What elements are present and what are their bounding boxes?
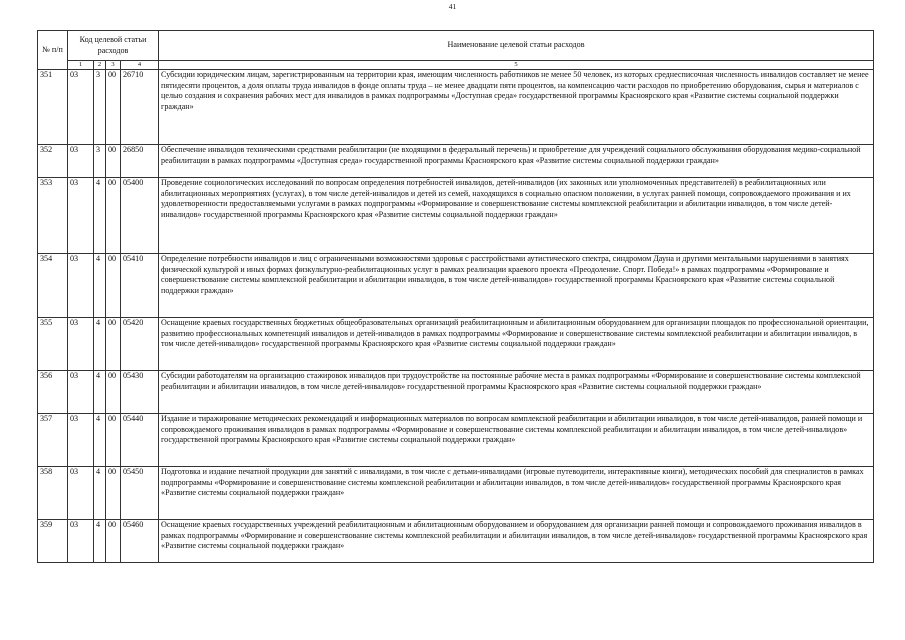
row-description: Определение потребности инвалидов и лиц с ограниченными возможностями здоровья с расстройствами аутистического спектра, синдромом Дауна и другими ментальными нарушениями в занятиях физической культурой и иных формах физкультурно-реабилитационных услуг в рамках реализации краевого проекта «Преодоление. Спорт. Победа!» в рамках подпрограммы «Формирование и совершенствование системы комплексной реабилитации и абилитации инвалидов, в том числе детей-инвалидов» государственной программы Красноярского края «Развитие системы социальной поддержки граждан» bbox=[159, 254, 874, 318]
code-part-3: 00 bbox=[106, 467, 121, 520]
header-code: Код целевой статьи расходов bbox=[68, 31, 159, 61]
row-number: 354 bbox=[38, 254, 68, 318]
row-description: Обеспечение инвалидов техническими средствами реабилитации (не входящими в федеральный перечень) и приобретение для учреждений социального обслуживания оборудования медико-социальной реабилитации в рамках подпрограммы «Доступная среда» государственной программы Красноярского края «Развитие системы социальной поддержки граждан» bbox=[159, 145, 874, 178]
table-row bbox=[38, 254, 874, 318]
row-description: Субсидии юридическим лицам, зарегистрированным на территории края, имеющим численность работников не менее 50 человек, из которых среднесписочная численность инвалидов составляет не менее пятидесяти процентов, а доля оплаты труда инвалидов в фонде оплаты труда – не менее двадцати пяти процентов, на компенсацию части расходов по приобретению оборудования, сырья и материалов с целью создания и сохранения рабочих мест для инвалидов в рамках подпрограммы «Доступная среда» государственной программы Красноярского края «Развитие системы социальной поддержки граждан» bbox=[159, 70, 874, 145]
header-num: № п/п bbox=[38, 31, 68, 70]
row-number: 357 bbox=[38, 414, 68, 467]
table-row bbox=[38, 371, 874, 414]
code-part-1: 03 bbox=[68, 414, 94, 467]
code-part-1: 03 bbox=[68, 371, 94, 414]
code-part-4: 05430 bbox=[121, 371, 159, 414]
code-part-3: 00 bbox=[106, 414, 121, 467]
code-part-3: 00 bbox=[106, 318, 121, 371]
row-description: Подготовка и издание печатной продукции для занятий с инвалидами, в том числе с детьми-инвалидами (игровые путеводители, интерактивные книги), методических пособий для специалистов в рамках подпрограммы «Формирование и совершенствование системы комплексной реабилитации и абилитации инвалидов, в том числе детей-инвалидов» государственной программы Красноярского края «Развитие системы социальной поддержки граждан» bbox=[159, 467, 874, 520]
row-number: 352 bbox=[38, 145, 68, 178]
table-row bbox=[38, 414, 874, 467]
code-part-2: 3 bbox=[94, 70, 106, 145]
code-part-3: 00 bbox=[106, 371, 121, 414]
code-part-3: 00 bbox=[106, 145, 121, 178]
table-row bbox=[38, 178, 874, 254]
code-part-1: 03 bbox=[68, 145, 94, 178]
row-number: 351 bbox=[38, 70, 68, 145]
code-part-1: 03 bbox=[68, 254, 94, 318]
row-description: Оснащение краевых государственных бюджетных общеобразовательных организаций реабилитационным и абилитационным оборудованием для организации площадок по профессиональной ориентации, развитию профессиональных компетенций инвалидов и детей-инвалидов в рамках подпрограммы «Формирование и совершенствование системы комплексной реабилитации и абилитации инвалидов, в том числе детей-инвалидов» государственной программы Красноярского края «Развитие системы социальной поддержки граждан» bbox=[159, 318, 874, 371]
col-number: 1 bbox=[68, 61, 94, 70]
code-part-3: 00 bbox=[106, 70, 121, 145]
row-description: Издание и тиражирование методических рекомендаций и информационных материалов по вопросам комплексной реабилитации и абилитации инвалидов, в том числе детей-инвалидов, ранней помощи и сопровождаемого проживания инвалидов в рамках подпрограммы «Формирование и совершенствование системы комплексной реабилитации и абилитации инвалидов, в том числе детей-инвалидов» государственной программы Красноярского края «Развитие системы социальной поддержки граждан» bbox=[159, 414, 874, 467]
col-number: 3 bbox=[106, 61, 121, 70]
code-part-4: 05450 bbox=[121, 467, 159, 520]
col-number: 2 bbox=[94, 61, 106, 70]
row-number: 358 bbox=[38, 467, 68, 520]
table-row bbox=[38, 145, 874, 178]
table-body bbox=[38, 70, 874, 563]
row-description: Оснащение краевых государственных учреждений реабилитационным и абилитационным оборудованием и оборудованием для организации ранней помощи и сопровождаемого проживания инвалидов в рамках подпрограммы «Формирование и совершенствование системы комплексной реабилитации и абилитации инвалидов, в том числе детей-инвалидов» государственной программы Красноярского края «Развитие системы социальной поддержки граждан» bbox=[159, 520, 874, 563]
code-part-4: 05420 bbox=[121, 318, 159, 371]
code-part-4: 26710 bbox=[121, 70, 159, 145]
code-part-2: 3 bbox=[94, 145, 106, 178]
table-row bbox=[38, 70, 874, 145]
code-part-2: 4 bbox=[94, 371, 106, 414]
row-number: 356 bbox=[38, 371, 68, 414]
row-description: Субсидии работодателям на организацию стажировок инвалидов при трудоустройстве на постоянные рабочие места в рамках подпрограммы «Формирование и совершенствование системы комплексной реабилитации и абилитации инвалидов, в том числе детей-инвалидов» государственной программы Красноярского края «Развитие системы социальной поддержки граждан» bbox=[159, 371, 874, 414]
col-number: 4 bbox=[121, 61, 159, 70]
code-part-2: 4 bbox=[94, 254, 106, 318]
code-part-2: 4 bbox=[94, 178, 106, 254]
code-part-2: 4 bbox=[94, 467, 106, 520]
code-part-1: 03 bbox=[68, 178, 94, 254]
code-part-2: 4 bbox=[94, 414, 106, 467]
code-part-1: 03 bbox=[68, 467, 94, 520]
header-name: Наименование целевой статьи расходов bbox=[159, 31, 874, 61]
row-number: 359 bbox=[38, 520, 68, 563]
row-description: Проведение социологических исследований по вопросам определения потребностей инвалидов, детей-инвалидов (их законных или уполномоченных представителей) в реабилитационных или абилитационных мероприятиях (услугах), в том числе детей-инвалидов и детей из семей, находящихся в социально опасном положении, в услугах ранней помощи, сопровождаемого проживания и их удовлетворенности предоставляемыми услугами в рамках подпрограммы «Формирование и совершенствование системы комплексной реабилитации и абилитации инвалидов, в том числе детей-инвалидов» государственной программы Красноярского края «Развитие системы социальной поддержки граждан» bbox=[159, 178, 874, 254]
budget-table bbox=[37, 30, 874, 563]
code-part-4: 26850 bbox=[121, 145, 159, 178]
table-row bbox=[38, 520, 874, 563]
code-part-2: 4 bbox=[94, 318, 106, 371]
code-part-3: 00 bbox=[106, 178, 121, 254]
row-number: 355 bbox=[38, 318, 68, 371]
code-part-3: 00 bbox=[106, 520, 121, 563]
code-part-4: 05410 bbox=[121, 254, 159, 318]
code-part-3: 00 bbox=[106, 254, 121, 318]
table-row bbox=[38, 467, 874, 520]
table-row bbox=[38, 318, 874, 371]
code-part-4: 05460 bbox=[121, 520, 159, 563]
code-part-2: 4 bbox=[94, 520, 106, 563]
code-part-1: 03 bbox=[68, 318, 94, 371]
code-part-4: 05400 bbox=[121, 178, 159, 254]
row-number: 353 bbox=[38, 178, 68, 254]
page-number: 41 bbox=[448, 2, 457, 11]
col-number: 5 bbox=[159, 61, 874, 70]
code-part-4: 05440 bbox=[121, 414, 159, 467]
code-part-1: 03 bbox=[68, 70, 94, 145]
table-header bbox=[38, 31, 874, 70]
code-part-1: 03 bbox=[68, 520, 94, 563]
